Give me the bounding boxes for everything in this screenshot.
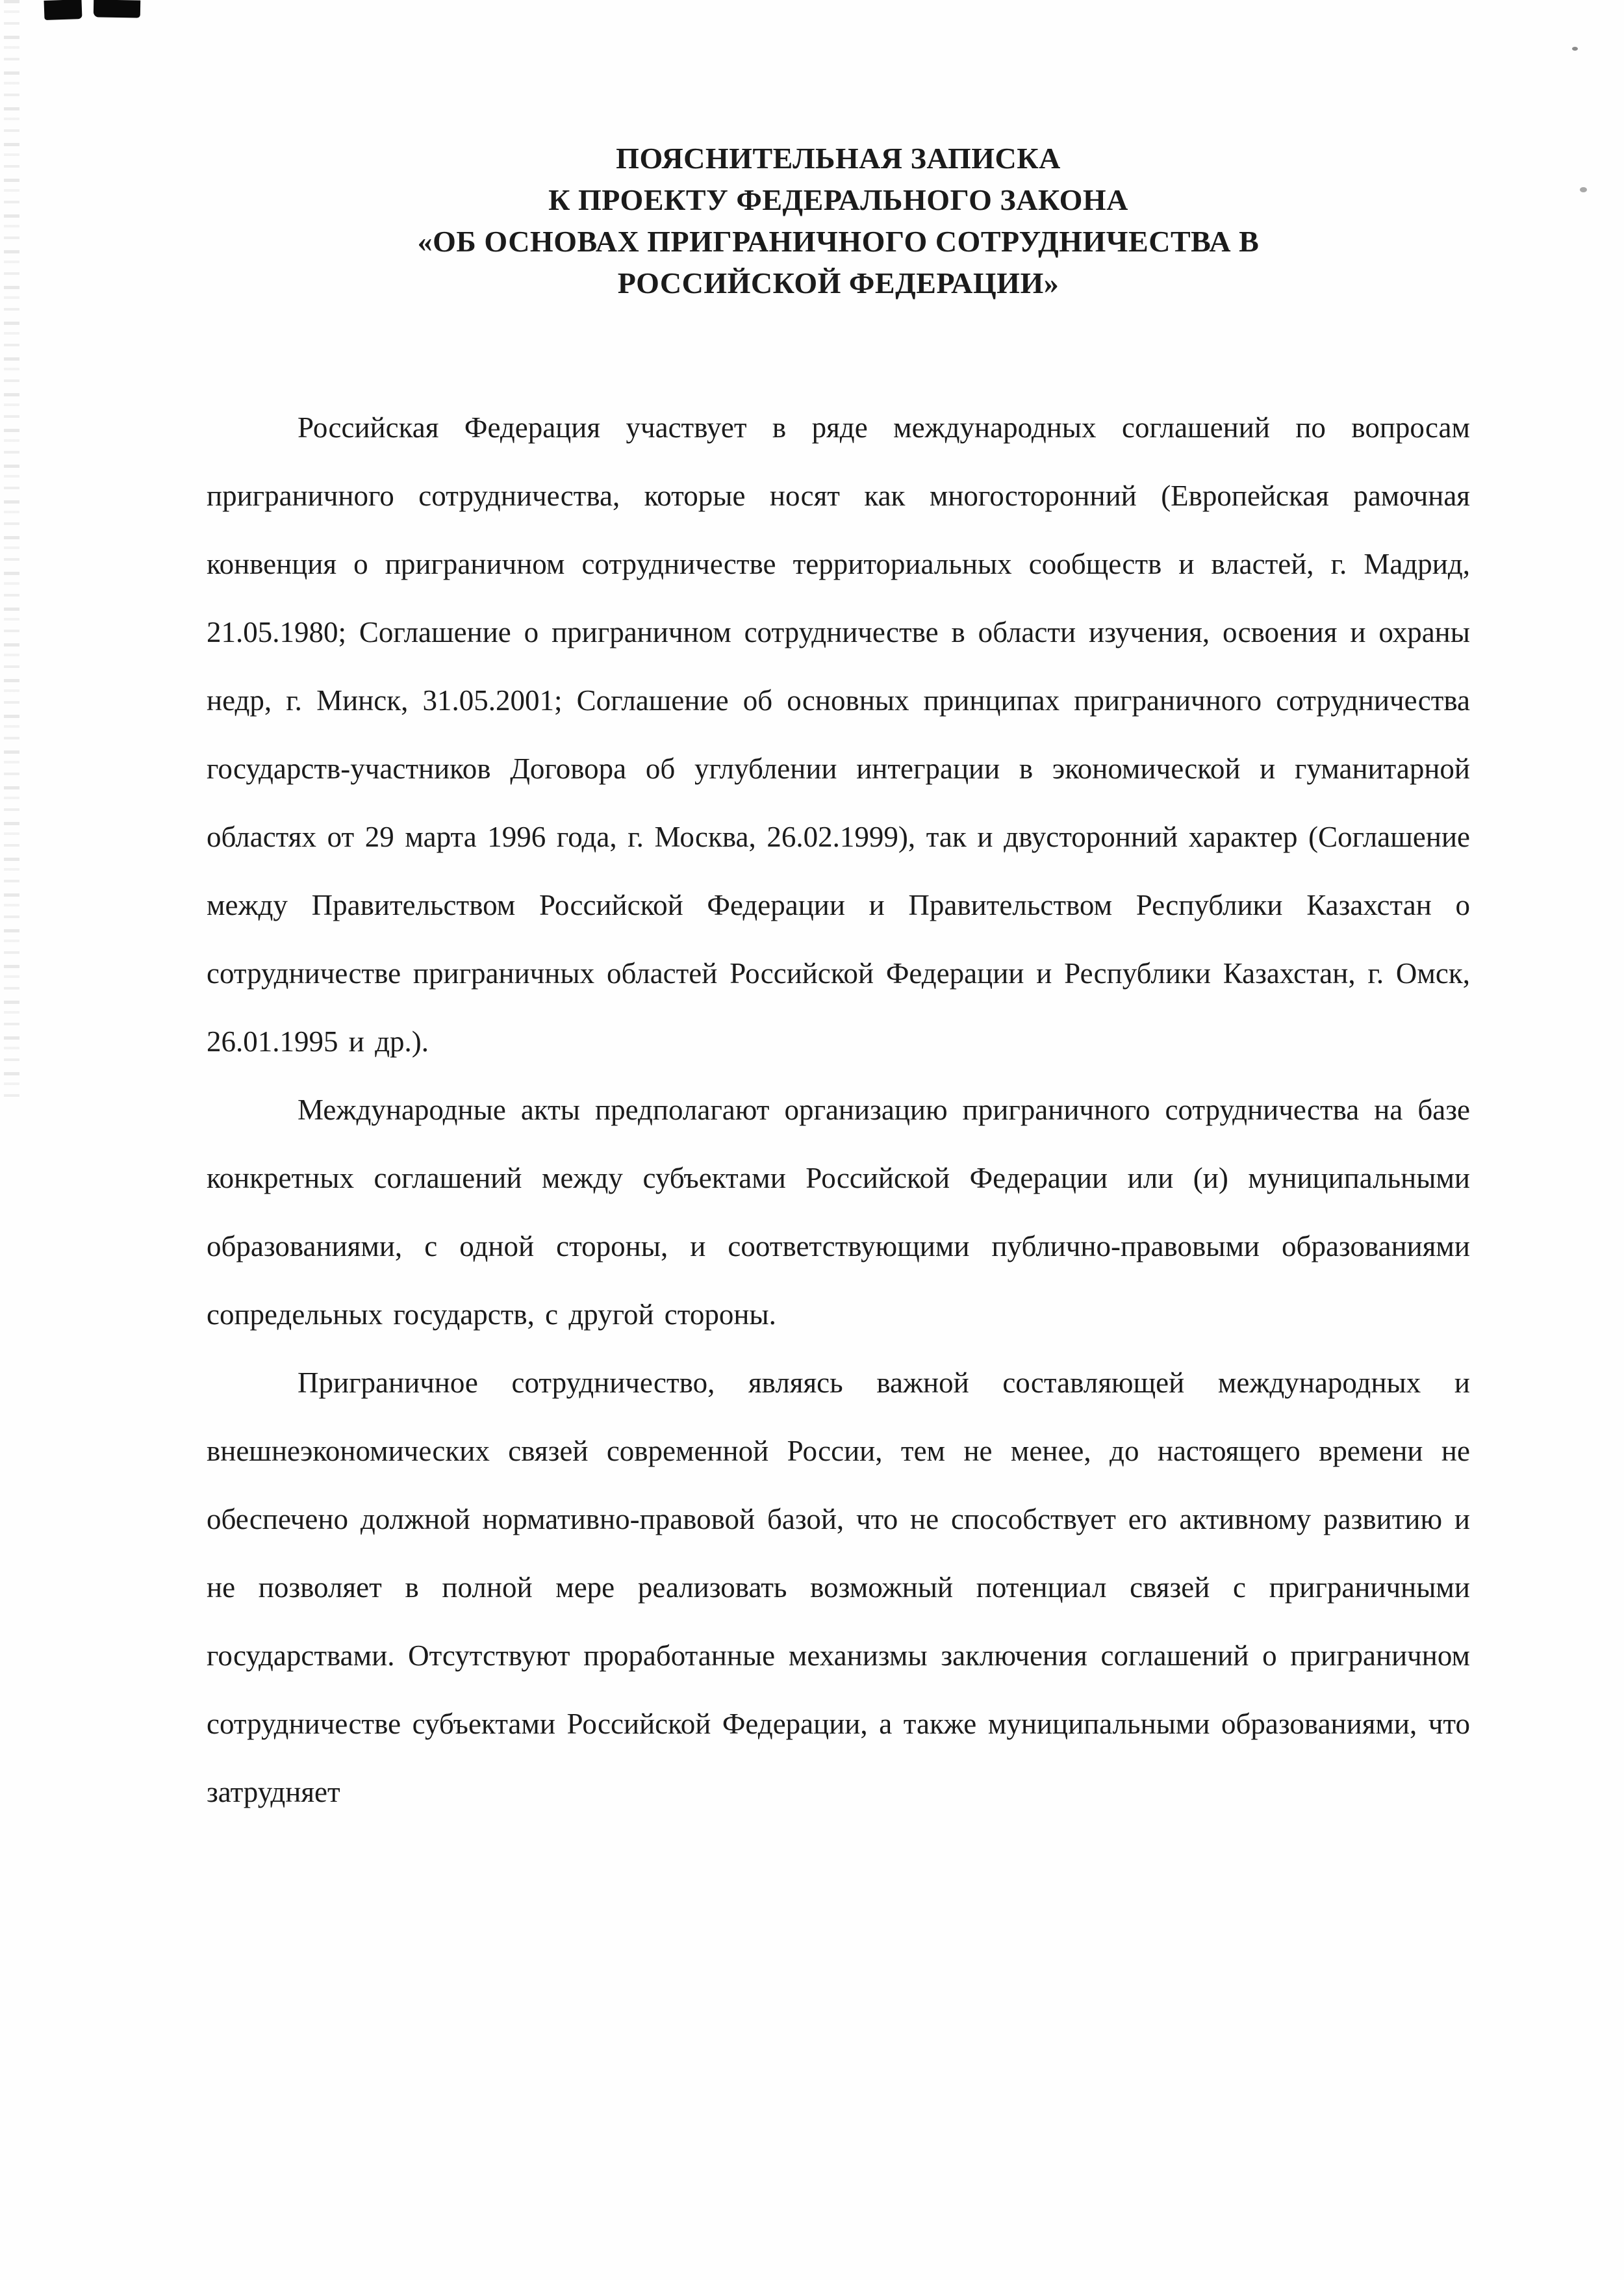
document-title (207, 138, 1470, 304)
title-line: К ПРОЕКТУ ФЕДЕРАЛЬНОГО ЗАКОНА (548, 183, 1128, 216)
title-line: ПОЯСНИТЕЛЬНАЯ ЗАПИСКА (616, 142, 1061, 175)
scan-blob (94, 0, 140, 18)
document-content (207, 138, 1470, 1826)
scan-speck (1580, 187, 1587, 192)
title-line: РОССИЙСКОЙ ФЕДЕРАЦИИ» (617, 266, 1059, 300)
title-line: «ОБ ОСНОВАХ ПРИГРАНИЧНОГО СОТРУДНИЧЕСТВА В (417, 225, 1260, 258)
scan-blob (44, 0, 82, 20)
paragraph: Российская Федерация участвует в ряде международных соглашений по вопросам приграничного сотрудничества, которые носят как многосторонний (Европейская рамочная конвенция о приграничном сотрудничестве территориальных сообществ и властей, г. Мадрид, 21.05.1980; Соглашение о приграничном сотрудничестве в области изучения, освоения и охраны недр, г. Минск, 31.05.2001; Соглашение об основных принципах приграничного сотрудничества государств-участников Договора об углублении интеграции в экономической и гуманитарной областях от 29 марта 1996 года, г. Москва, 26.02.1999), так и двусторонний характер (Соглашение между Правительством Российской Федерации и Правительством Республики Казахстан о сотрудничестве приграничных областей Российской Федерации и Республики Казахстан, г. Омск, 26.01.1995 и др.). (207, 411, 1470, 1058)
scan-noise-left-edge (4, 0, 19, 1105)
scan-speck (1572, 47, 1578, 51)
paragraph: Приграничное сотрудничество, являясь важной составляющей международных и внешнеэкономических связей современной России, тем не менее, до настоящего времени не обеспечено должной нормативно-правовой базой, что не способствует его активному развитию и не позволяет в полной мере реализовать возможный потенциал связей с приграничными государствами. Отсутствуют проработанные механизмы заключения соглашений о приграничном сотрудничестве субъектами Российской Федерации, а также муниципальными образованиями, что затрудняет (207, 1366, 1470, 1808)
paragraph: Международные акты предполагают организацию приграничного сотрудничества на базе конкретных соглашений между субъектами Российской Федерации или (и) муниципальными образованиями, с одной стороны, и соответствующими публично-правовыми образованиями сопредельных государств, с другой стороны. (207, 1094, 1470, 1331)
scan-artifact-corner (44, 0, 148, 23)
